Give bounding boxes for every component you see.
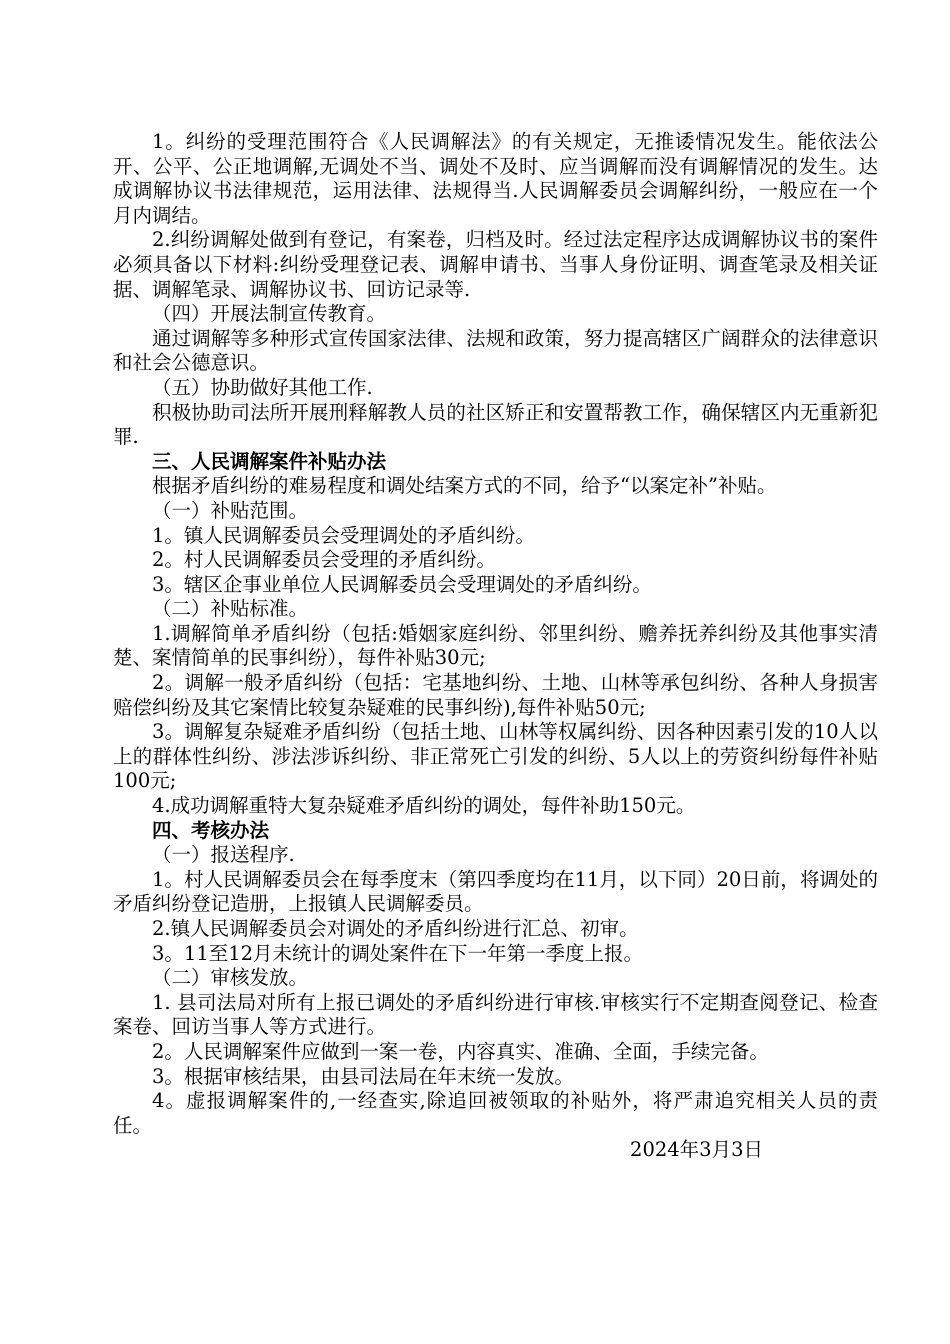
paragraph-2: 2.纠纷调解处做到有登记，有案卷，归档及时。经过法定程序达成调解协议书的案件必须具备以下材料:纠纷受理登记表、调解申请书、当事人身份证明、调查笔录及相关证据、调解笔录、调解协议书、回访记录等. [113, 228, 878, 301]
paragraph-19: 2.镇人民调解委员会对调处的矛盾纠纷进行汇总、初审。 [152, 917, 639, 940]
paragraph-18: 1。村人民调解委员会在每季度末（第四季度均在11月，以下同）20日前，将调处的矛盾纠纷登记造册，上报镇人民调解委员。 [113, 867, 878, 916]
paragraph-1: 1。纠纷的受理范围符合《人民调解法》的有关规定，无推诿情况发生。能依法公开、公平、公正地调解,无调处不当、调处不及时、应当调解而没有调解情况的发生。达成调解协议书法律规范，运用法律、法规得当.人民调解委员会调解纠纷，一般应在一个月内调结。 [113, 130, 878, 227]
paragraph-15: 3。调解复杂疑难矛盾纠纷（包括土地、山林等权属纠纷、因各种因素引发的10人以上的群体性纠纷、涉法涉诉纠纷、非正常死亡引发的纠纷、5人以上的劳资纠纷每件补贴100元; [113, 720, 878, 793]
section-heading-3: 三、人民调解案件补贴办法 [152, 449, 387, 473]
paragraph-25: 4。虚报调解案件的,一经查实,除追回被领取的补贴外，将严肃追究相关人员的责任。 [113, 1089, 878, 1137]
document-body [113, 130, 878, 1163]
paragraph-9: 1。镇人民调解委员会受理调处的矛盾纠纷。 [152, 523, 535, 547]
paragraph-6: 积极协助司法所开展刑释解教人员的社区矫正和安置帮教工作，确保辖区内无重新犯罪. [113, 400, 878, 449]
paragraph-21: （二）审核发放。 [152, 966, 309, 990]
paragraph-24: 3。根据审核结果，由县司法局在年末统一发放。 [152, 1064, 574, 1088]
paragraph-7: 根据矛盾纠纷的难易程度和调处结案方式的不同，给予“以案定补”补贴。 [152, 474, 777, 498]
paragraph-17: （一）报送程序. [152, 843, 295, 867]
paragraph-14: 2。调解一般矛盾纠纷（包括：宅基地纠纷、土地、山林等承包纠纷、各种人身损害赔偿纠纷及其它案情比较复杂疑难的民事纠纷),每件补贴50元; [113, 671, 878, 719]
paragraph-3: （四）开展法制宣传教育。 [152, 302, 387, 326]
paragraph-5: （五）协助做好其他工作. [152, 375, 373, 399]
paragraph-10: 2。村人民调解委员会受理的矛盾纠纷。 [152, 548, 496, 572]
paragraph-8: （一）补贴范围。 [152, 498, 309, 522]
paragraph-11: 3。辖区企事业单位人民调解委员会受理调处的矛盾纠纷。 [152, 572, 652, 596]
paragraph-12: （二）补贴标准。 [152, 597, 309, 621]
paragraph-16: 4.成功调解重特大复杂疑难矛盾纠纷的调处，每件补助150元。 [152, 794, 696, 818]
paragraph-23: 2。人民调解案件应做到一案一卷，内容真实、准确、全面，手续完备。 [152, 1039, 769, 1063]
document-date: 2024年3月3日 [630, 1138, 763, 1162]
paragraph-22: 1. 县司法局对所有上报已调处的矛盾纠纷进行审核.审核实行不定期查阅登记、检查案卷、回访当事人等方式进行。 [113, 990, 878, 1039]
paragraph-4: 通过调解等多种形式宣传国家法律、法规和政策，努力提高辖区广阔群众的法律意识和社会公德意识。 [113, 326, 878, 375]
section-heading-4: 四、考核办法 [152, 818, 270, 842]
paragraph-20: 3。11至12月未统计的调处案件在下一年第一季度上报。 [152, 941, 644, 965]
paragraph-13: 1.调解简单矛盾纠纷（包括:婚姻家庭纠纷、邻里纠纷、赡养抚养纠纷及其他事实清楚、案情简单的民事纠纷），每件补贴30元; [113, 621, 878, 670]
